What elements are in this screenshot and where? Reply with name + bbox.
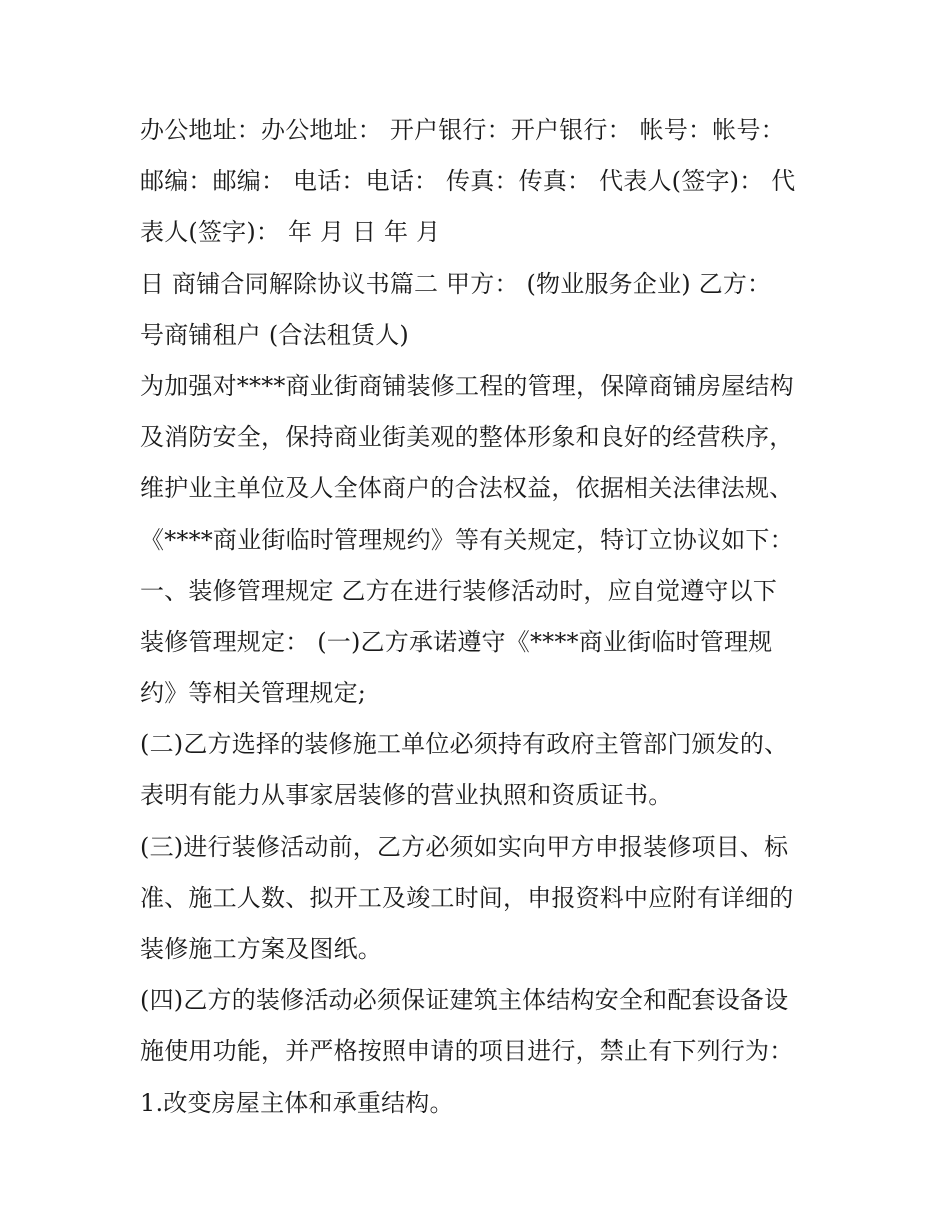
text-line: 装修管理规定： (一)乙方承诺遵守《****商业街临时管理规 [140,627,773,656]
text-line: 表明有能力从事家居装修的营业执照和资质证书。 [140,781,673,810]
text-line: 准、施工人数、拟开工及竣工时间，申报资料中应附有详细的 [140,883,794,912]
document-body [140,105,820,1129]
text-line: 表人(签字)： 年 月 日 年 月 [140,218,441,247]
text-line: 装修施工方案及图纸。 [140,935,382,963]
text-line: 《****商业街临时管理规约》等有关规定，特订立协议如下： [140,525,794,554]
text-line: 日 商铺合同解除协议书篇二 甲方： (物业服务企业) 乙方： [140,269,772,298]
text-line: 邮编：邮编： 电话：电话： 传真：传真： 代表人(签字)： 代 [140,167,796,196]
text-line: 1.改变房屋主体和承重结构。 [140,1088,454,1117]
text-line: 约》等相关管理规定; [140,679,367,708]
text-line: 维护业主单位及人全体商户的合法权益，依据相关法律法规、 [140,474,794,503]
text-line: 为加强对****商业街商铺装修工程的管理，保障商铺房屋结构 [140,371,794,400]
text-line: 一、装修管理规定 乙方在进行装修活动时，应自觉遵守以下 [140,576,778,605]
text-line: 及消防安全，保持商业街美观的整体形象和良好的经营秩序， [140,423,794,452]
text-line: 施使用功能，并严格按照申请的项目进行，禁止有下列行为： [140,1037,794,1066]
text-line: 号商铺租户 (合法租赁人) [140,320,409,349]
text-line: (三)进行装修活动前，乙方必须如实向甲方申报装修项目、标 [140,832,789,861]
text-line: (二)乙方选择的装修施工单位必须持有政府主管部门颁发的、 [140,730,789,759]
text-line: 办公地址：办公地址： 开户银行：开户银行： 帐号：帐号： [140,116,785,144]
text-line: (四)乙方的装修活动必须保证建筑主体结构安全和配套设备设 [140,986,789,1015]
